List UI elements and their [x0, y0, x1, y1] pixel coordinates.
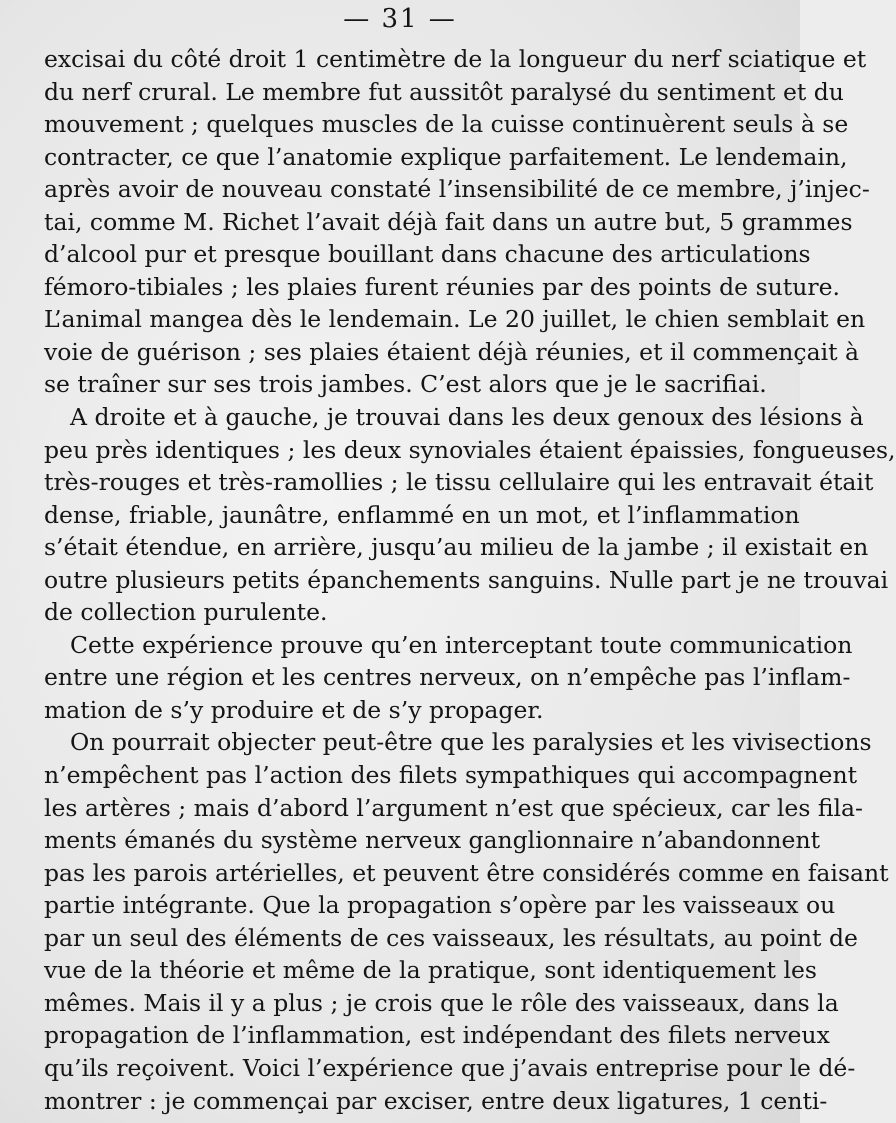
text-line: s’était étendue, en arrière, jusqu’au milieu de la jambe ; il existait en: [44, 533, 869, 562]
text-line: mêmes. Mais il y a plus ; je crois que le rôle des vaisseaux, dans la: [44, 988, 839, 1017]
text-line: fémoro-tibiales ; les plaies furent réunies par des points de suture.: [44, 272, 840, 301]
text-line: par un seul des éléments de ces vaisseaux, les résultats, au point de: [44, 923, 858, 952]
text-line: n’empêchent pas l’action des filets sympathiques qui accompagnent: [44, 761, 858, 790]
text-line: Cette expérience prouve qu’en interceptant toute communication: [70, 630, 853, 659]
text-line: peu près identiques ; les deux synoviales étaient épaissies, fongueuses,: [44, 435, 896, 464]
text-line: qu’ils reçoivent. Voici l’expérience que j’avais entreprise pour le dé-: [44, 1053, 856, 1082]
text-line: montrer : je commençai par exciser, entre deux ligatures, 1 centi-: [44, 1086, 828, 1115]
text-line: d’alcool pur et presque bouillant dans chacune des articulations: [44, 240, 811, 269]
text-line: du nerf crural. Le membre fut aussitôt paralysé du sentiment et du: [44, 77, 844, 106]
text-line: pas les parois artérielles, et peuvent être considérés comme en faisant: [44, 858, 889, 887]
text-line: contracter, ce que l’anatomie explique parfaitement. Le lendemain,: [44, 142, 848, 171]
text-line: voie de guérison ; ses plaies étaient déjà réunies, et il commençait à: [44, 337, 860, 366]
text-line: partie intégrante. Que la propagation s’opère par les vaisseaux ou: [44, 891, 836, 920]
text-line: de collection purulente.: [44, 598, 328, 627]
text-line: tai, comme M. Richet l’avait déjà fait dans un autre but, 5 grammes: [44, 207, 853, 236]
text-line: ments émanés du système nerveux ganglionnaire n’abandonnent: [44, 826, 821, 855]
text-line: L’animal mangea dès le lendemain. Le 20 juillet, le chien semblait en: [44, 305, 866, 334]
text-line: outre plusieurs petits épanchements sanguins. Nulle part je ne trouvai: [44, 565, 889, 594]
page-number: — 31 —: [343, 4, 457, 34]
text-line: mouvement ; quelques muscles de la cuisse continuèrent seuls à se: [44, 110, 849, 139]
text-line: se traîner sur ses trois jambes. C’est alors que je le sacrifiai.: [44, 370, 767, 399]
body-text: [44, 43, 896, 1117]
text-line: vue de la théorie et même de la pratique, sont identiquement les: [44, 956, 817, 985]
text-line: On pourrait objecter peut-être que les paralysies et les vivisections: [70, 728, 872, 757]
text-line: après avoir de nouveau constaté l’insensibilité de ce membre, j’injec-: [44, 175, 870, 204]
text-line: très-rouges et très-ramollies ; le tissu cellulaire qui les entravait était: [44, 468, 874, 497]
text-line: A droite et à gauche, je trouvai dans les deux genoux des lésions à: [70, 403, 864, 432]
text-line: les artères ; mais d’abord l’argument n’est que spécieux, car les fila-: [44, 793, 863, 822]
text-line: mation de s’y produire et de s’y propager.: [44, 695, 544, 724]
text-line: propagation de l’inflammation, est indépendant des filets nerveux: [44, 1021, 830, 1050]
text-line: entre une région et les centres nerveux, on n’empêche pas l’inflam-: [44, 663, 851, 692]
text-line: excisai du côté droit 1 centimètre de la longueur du nerf sciatique et: [44, 45, 867, 73]
text-line: dense, friable, jaunâtre, enflammé en un mot, et l’inflammation: [44, 500, 800, 529]
